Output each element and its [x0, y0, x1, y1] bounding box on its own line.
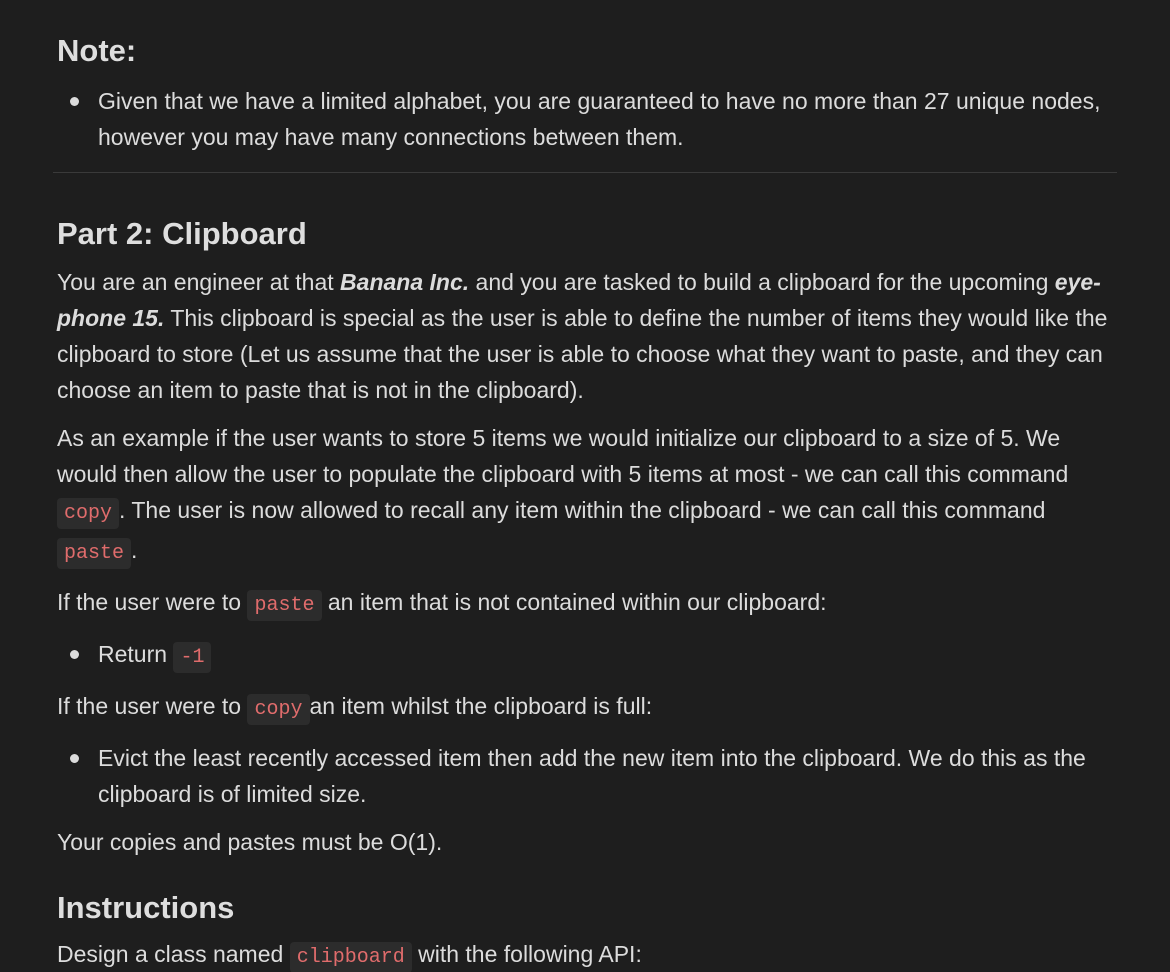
text-run: Return: [98, 641, 174, 667]
instructions-paragraph: [57, 936, 1113, 972]
part2-heading: Part 2: Clipboard: [57, 216, 307, 251]
text-run: . The user is now allowed to recall any item within the clipboard - we can call this command: [119, 497, 1046, 523]
code-paste: paste: [57, 538, 131, 569]
text-run: You are an engineer at that: [57, 269, 341, 295]
copy-full-list: [57, 740, 1113, 812]
product-name: eye-phone 15.: [57, 269, 1101, 331]
code-class-name: clipboard: [290, 942, 412, 972]
return-bullet: [98, 636, 1113, 676]
paste-missing-paragraph: [57, 584, 1113, 624]
text-run: .: [131, 537, 138, 563]
evict-bullet: Evict the least recently accessed item then add the new item into the clipboard. We do this as the clipboard is of limited size.: [98, 740, 1113, 812]
complexity-paragraph: Your copies and pastes must be O(1).: [57, 829, 443, 855]
note-list: [57, 83, 1113, 155]
text-run: and you are tasked to build a clipboard for the upcoming: [469, 269, 1055, 295]
text-run: As an example if the user wants to store 5 items we would initialize our clipboard to a size of 5. We would then allow the user to populate the clipboard with 5 items at most - we can call this command: [57, 425, 1069, 487]
code-return-value: -1: [173, 642, 211, 673]
text-run: an item whilst the clipboard is full:: [309, 693, 653, 719]
text-run: If the user were to: [57, 589, 248, 615]
code-paste: paste: [247, 590, 321, 621]
company-name: Banana Inc.: [340, 269, 470, 295]
text-run: This clipboard is special as the user is able to define the number of items they would like the clipboard to store (Let us assume that the user is able to choose what they want to paste, and they can choose an item to paste that is not in the clipboard).: [57, 305, 1108, 403]
code-copy: copy: [247, 694, 309, 725]
paste-missing-list: [57, 636, 1113, 676]
copy-full-paragraph: [57, 688, 1113, 728]
text-run: Design a class named: [57, 941, 290, 967]
example-paragraph: [57, 420, 1113, 572]
note-heading: Note:: [57, 33, 137, 68]
instructions-heading: Instructions: [57, 890, 235, 925]
code-copy: copy: [57, 498, 119, 529]
part2-intro-paragraph: [57, 264, 1113, 408]
note-bullet: Given that we have a limited alphabet, you are guaranteed to have no more than 27 unique nodes, however you may have many connections between them.: [98, 83, 1113, 155]
divider: [53, 172, 1117, 173]
text-run: If the user were to: [57, 693, 248, 719]
text-run: an item that is not contained within our clipboard:: [321, 589, 827, 615]
text-run: with the following API:: [411, 941, 642, 967]
